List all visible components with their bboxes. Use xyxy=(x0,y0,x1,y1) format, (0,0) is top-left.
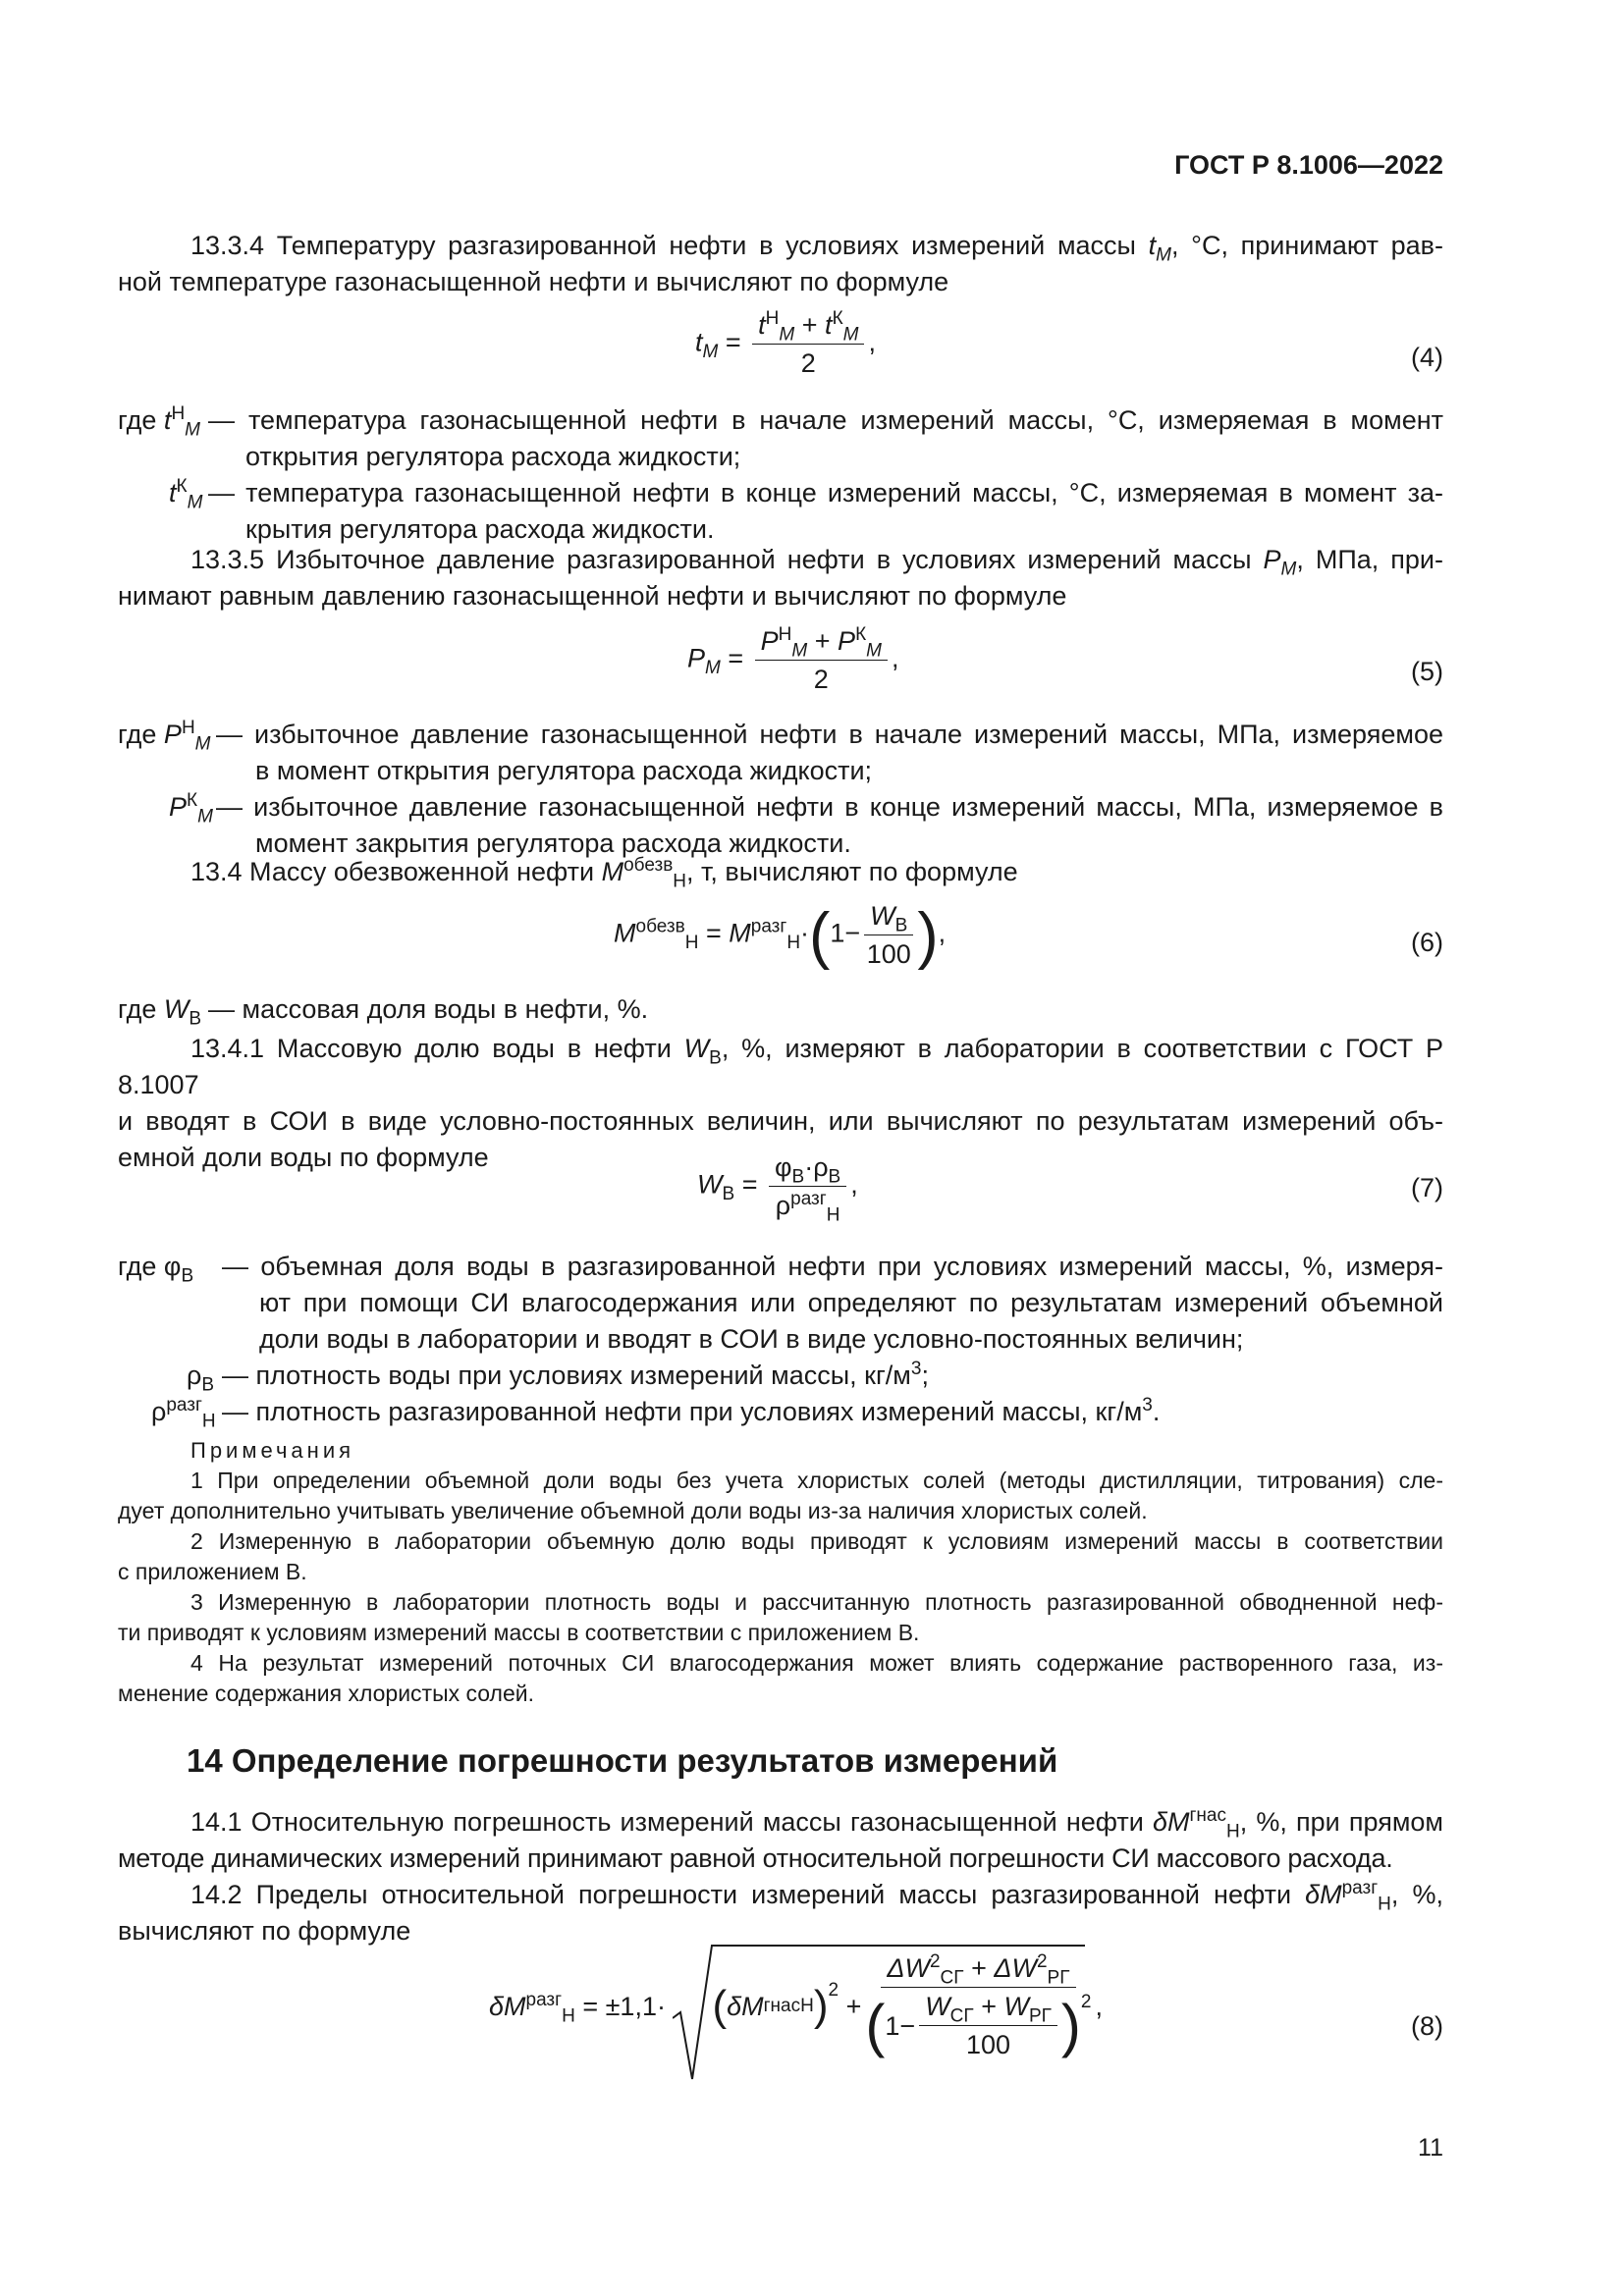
formula-8: $\delta M^{разг}_Н = \pm 1,1\cdot$ ( δM гнас Н ) $^2$ + $\Delta W^2_{СГ} + \Delta W^2_{РГ}$ ( 1 − $\frac{W_{СГ} + W_{РГ}}{100}$ ) $^2$ , xyxy=(489,1951,1103,2061)
square-root: ( δM гнас Н ) $^2$ + $\Delta W^2_{СГ} + \Delta W^2_{РГ}$ ( 1 − $\frac{W_{СГ} + W_{РГ}}{100}$ ) $^2$ , xyxy=(673,1951,1103,2061)
formula-5: $P_M$ = $\frac{P^Н_M + P^К_M}{2}$ , xyxy=(687,624,899,694)
paragraph-13-3-5: 13.3.5 Избыточное давление разгазированной нефти в условиях измерений массы $P_M$, МПа, при- нимают равным давлению газонасыщенной нефти и вычисляют по формуле xyxy=(118,545,1443,611)
formula-6: $M^{обезв}_Н = M^{разг}_Н\cdot(1-$ $\frac{W_В}{100}$ ), xyxy=(614,899,947,971)
legend-formula-5: где $P^Н_M$ — избыточное давление газонасыщенной нефти в начале измерений массы, МПа, измеряемое в момент открытия регулятора расхода жидкости; $P^К_M$ — избыточное давление газонасыщенной нефти в конце измерений массы, МПа, измеряемое в момент закрытия регулятора расхода жидкости. xyxy=(118,718,1443,858)
page-number: 11 xyxy=(1418,2134,1443,2162)
formula-number-6: (6) xyxy=(1411,928,1443,957)
notes-title: Примечания xyxy=(190,1438,355,1463)
formula-number-5: (5) xyxy=(1411,657,1443,686)
formula-number-4: (4) xyxy=(1411,343,1443,372)
formula-7: $W_В$ = $\frac{\varphi_В\cdot\rho_В}{\rho^{разг}_Н}$ , xyxy=(697,1152,858,1226)
legend-formula-7: где $\varphi_В$ — объемная доля воды в разгазированной нефти при условиях измерений массы, %, измеря- ют при помощи СИ влагосодержания или определяют по результатам измерений объемной доли воды в лаборатории и вводят в СОИ в виде условно-постоянных величин; $\rho_В$ — плотность воды при условиях измерений массы, $кг/м^3$; $\rho^{разг}_Н$ — плотность разгазированной нефти при условиях измерений массы, $кг/м^3$. xyxy=(118,1252,1443,1432)
radical-sign xyxy=(673,1942,1085,2089)
legend-formula-6: где $W_В$ — массовая доля воды в нефти, %. xyxy=(118,994,649,1030)
document-header: ГОСТ Р 8.1006—2022 xyxy=(1174,150,1443,180)
formula-number-7: (7) xyxy=(1411,1173,1443,1202)
formula-4: $t_M$ = $\frac{t^Н_M + t^К_M}{2}$ , xyxy=(695,308,876,378)
formula-number-8: (8) xyxy=(1411,2011,1443,2041)
legend-formula-4: где $t^Н_M$ — температура газонасыщенной нефти в начале измерений массы, °С, измеряемая в момент открытия регулятора расхода жидкости; $t^К_M$ — температура газонасыщенной нефти в конце измерений массы, °С, измеряемая в момент за- крытия регулятора расхода жидкости. xyxy=(118,403,1443,544)
paragraph-14-2: 14.2 Пределы относительной погрешности измерений массы разгазированной нефти $\delta M^{разг}_Н$, %, вычисляют по формуле xyxy=(118,1878,1443,1946)
paragraph-14-1: 14.1 Относительную погрешность измерений массы газонасыщенной нефти $\delta M^{гнас}_Н$, %, при прямом методе динамических измерений принимают равной относительной погрешности СИ массового расхода. xyxy=(118,1805,1443,1873)
section-14-title: 14 Определение погрешности результатов измерений xyxy=(187,1742,1058,1779)
paragraph-13-4: 13.4 Массу обезвоженной нефти $M^{обезв}_Н$, т, вычисляют по формуле xyxy=(190,855,1018,892)
paragraph-13-4-1: 13.4.1 Массовую долю воды в нефти $W_В$, %, измеряют в лаборатории в соответствии с ГОСТ Р 8.1007 и вводят в СОИ в виде условно-постоянных величин, или вычисляют по результатам измерений объ- емной доли воды по формуле xyxy=(118,1034,1443,1172)
notes: Примечания 1 При определении объемной доли воды без учета хлористых солей (методы дистилляции, титрования) сле- дует дополнительно учитывать увеличение объемной доли воды из-за наличия хлористых солей. 2 Измеренную в лаборатории объемную долю воды приводят к условиям измерений массы в соответствии с приложением В. 3 Измеренную в лаборатории плотность воды и рассчитанную плотность разгазированной обводненной неф- ти приводят к условиям измерений массы в соответствии с приложением В. 4 На результат измерений поточных СИ влагосодержания может влиять содержание растворенного газа, из- менение содержания хлористых солей. xyxy=(118,1435,1443,1709)
paragraph-13-3-4: 13.3.4 Температуру разгазированной нефти в условиях измерений массы $t_M$, °С, принимают рав- ной температуре газонасыщенной нефти и вычисляют по формуле xyxy=(118,231,1444,296)
